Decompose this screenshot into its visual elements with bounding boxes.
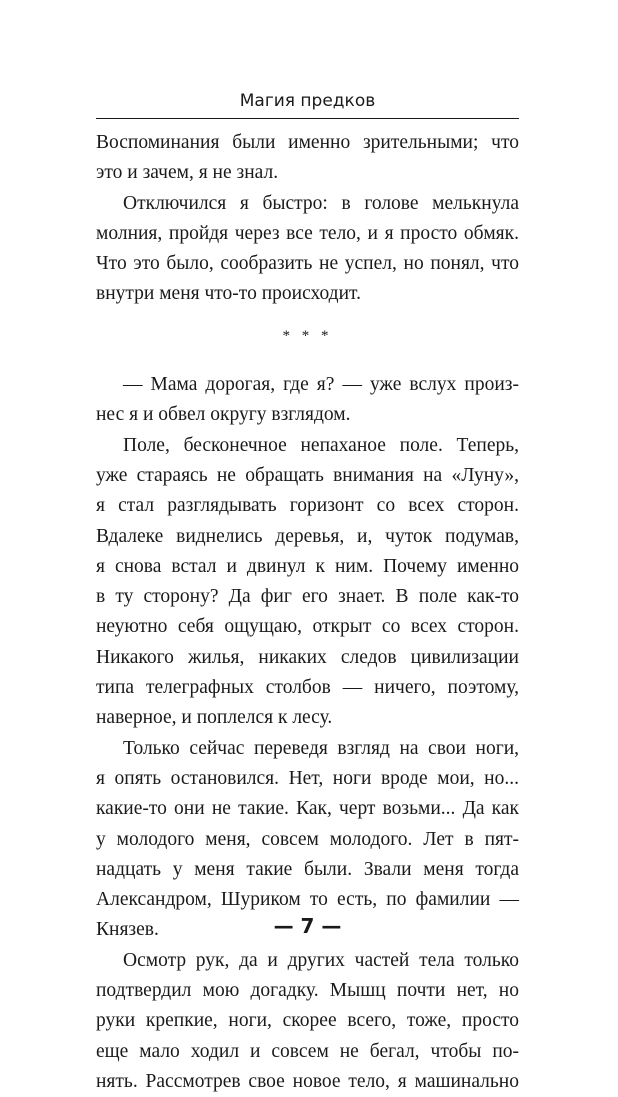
text-line: — Мама дорогая, где я? — уже вслух произ- [123,374,519,396]
text-line: Отключился я быстро: в голове мелькнула [123,192,519,214]
text-line: неуютно себя ощущаю, открыт со всех сторон. [96,616,519,638]
paragraph [96,128,519,189]
text-block-after-separator [96,370,519,1097]
text-line: я снова встал и двинул к ним. Почему именно [96,555,519,577]
text-line: Александром, Шуриком то есть, по фамилии — [96,889,519,911]
text-line: руки крепкие, ноги, скорее всего, тоже, просто [96,1010,519,1032]
paragraph [96,189,519,310]
text-line: типа телеграфных столбов — ничего, поэтому, [96,677,519,699]
paragraph [96,431,519,734]
text-line: это и зачем, я не знал. [96,162,279,184]
text-line: Что это было, сообразить не успел, но понял, что [96,253,519,275]
text-line: у молодого меня, совсем молодого. Лет в пят- [96,828,519,850]
body-text [96,128,519,1097]
text-line: наверное, и поплелся к лесу. [96,707,333,729]
text-line: Никакого жилья, никаких следов цивилизации [96,646,519,668]
text-line: в ту сторону? Да фиг его знает. В поле как-то [96,586,519,608]
text-line: подтвердил мою догадку. Мышц почти нет, но [96,980,519,1002]
section-separator: * * * [282,327,333,344]
text-line: Только сейчас переведя взгляд на свои ноги, [123,737,519,759]
text-line: еще мало ходил и совсем не бегал, чтобы по- [96,1040,519,1062]
text-block-before-separator [96,128,519,310]
text-line: молния, пройдя через все тело, и я просто обмяк. [96,222,519,244]
text-line: Поле, бесконечное непаханое поле. Теперь, [123,434,519,456]
paragraph [96,946,519,1097]
page-number: — 7 — [273,914,342,938]
text-line: я опять остановился. Нет, ноги вроде мои, но... [96,767,519,789]
text-line: надцать у меня такие были. Звали меня тогда [96,858,519,880]
text-line: Князев. [96,919,159,941]
text-line: уже стараясь не обращать внимания на «Луну», [96,464,519,486]
text-line: внутри меня что-то происходит. [96,283,361,305]
text-line: я стал разглядывать горизонт со всех сторон. [96,495,519,517]
text-line: Вдалеке виднелись деревья, и, чуток подумав, [96,525,519,547]
text-line: нес я и обвел округу взглядом. [96,404,351,426]
paragraph [96,370,519,431]
text-line: какие-то они не такие. Как, черт возьми... Да как [96,798,519,820]
text-line: нять. Рассмотрев свое новое тело, я машинально [96,1070,519,1092]
text-line: Осмотр рук, да и других частей тела только [123,949,519,971]
running-head: Магия предков [96,88,519,119]
text-line: Воспоминания были именно зрительными; что [96,132,519,153]
